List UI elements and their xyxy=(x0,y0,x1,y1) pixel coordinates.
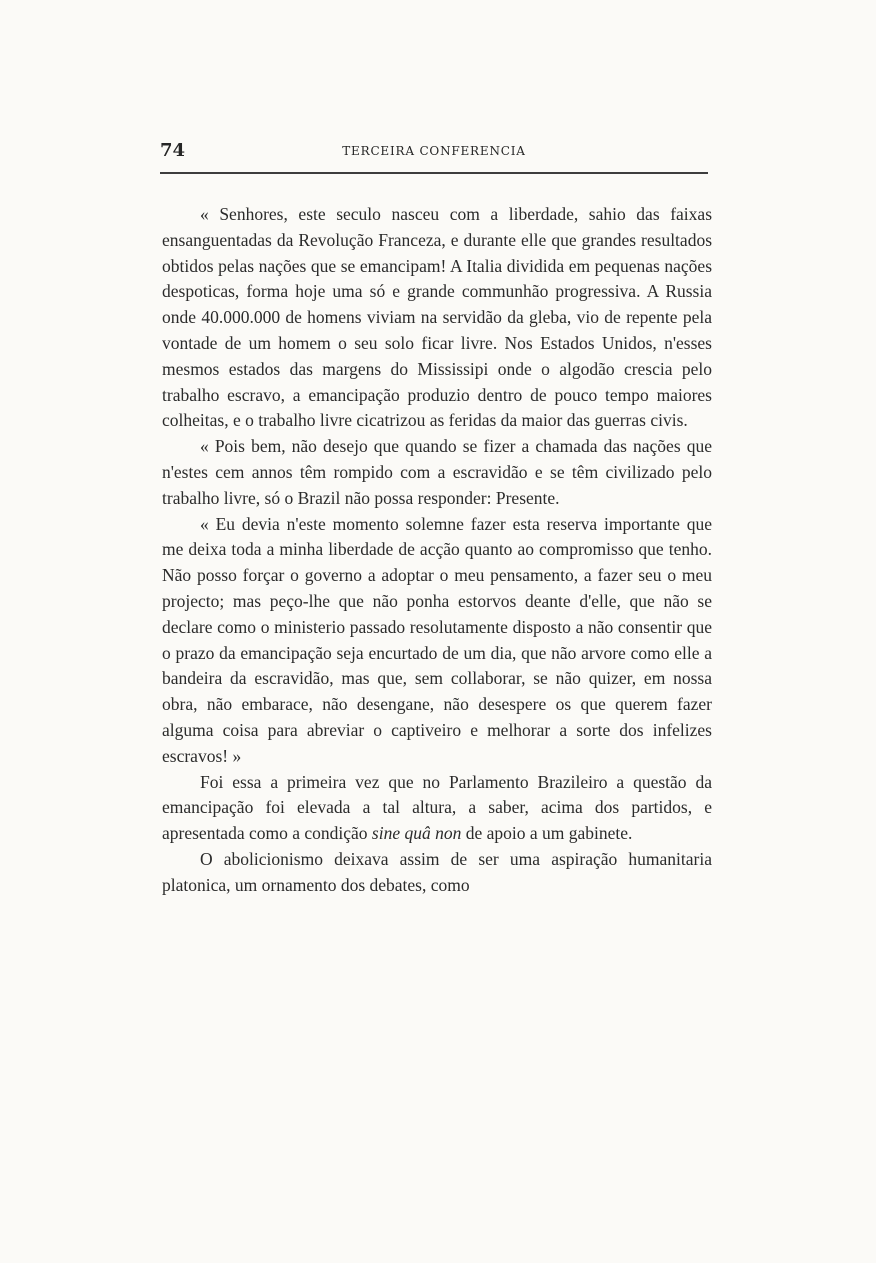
latin-phrase: sine quâ non xyxy=(371,823,462,844)
paragraph-4-text-end: de apoio a um gabinete. xyxy=(465,823,633,844)
paragraph-4-text-start: Foi essa a primeira vez que no Parlamento Brazileiro a questão da emancipação foi elevada a tal altura, a saber, acima dos partidos, e apresentada como a condição xyxy=(162,771,712,844)
paragraph-1: « Senhores, este seculo nasceu com a liberdade, sahio das faixas ensanguentadas da Revolução Franceza, e durante elle que grandes resultados obtidos pelas nações que se emancipam! A Italia dividida em pequenas nações despoticas, forma hoje uma só e grande communhão progressiva. A Russia onde 40.000.000 de homens viviam na servidão da gleba, vio de repente pela vontade de um homem o seu solo ficar livre. Nos Estados Unidos, n'esses mesmos estados das margens do Mississipi onde o algodão crescia pelo trabalho escravo, a emancipação produzio dentro de pouco tempo maiores colheitas, e o trabalho livre cicatrizou as feridas da maior das guerras civis. xyxy=(162,204,712,431)
page-number: 74 xyxy=(160,140,186,161)
page-header xyxy=(160,140,708,164)
header-rule xyxy=(160,172,708,174)
running-title: TERCEIRA CONFERENCIA xyxy=(342,144,526,158)
paragraph-3: « Eu devia n'este momento solemne fazer esta reserva importante que me deixa toda a minha liberdade de acção quanto ao compromisso que tenho. Não posso forçar o governo a adoptar o meu pensamento, a fazer seu o meu projecto; mas peço-lhe que não ponha estorvos deante d'elle, que não se declare como o ministerio passado resolutamente disposto a não consentir que o prazo da emancipação seja encurtado de um dia, que não arvore como elle a bandeira da escravidão, mas que, sem collaborar, se não quizer, em nossa obra, não embarace, não desengane, não desespere os que querem fazer alguma coisa para abreviar o captiveiro e melhorar a sorte dos infelizes escravos! » xyxy=(162,513,712,766)
paragraph-5: O abolicionismo deixava assim de ser uma aspiração humanitaria platonica, um ornamento dos debates, como xyxy=(162,848,712,895)
body-text xyxy=(162,202,712,899)
paragraph-2: « Pois bem, não desejo que quando se fizer a chamada das nações que n'estes cem annos têm rompido com a escravidão e se têm civilizado pelo trabalho livre, só o Brazil não possa responder: Presente. xyxy=(162,436,712,508)
paragraph-4 xyxy=(162,770,712,847)
